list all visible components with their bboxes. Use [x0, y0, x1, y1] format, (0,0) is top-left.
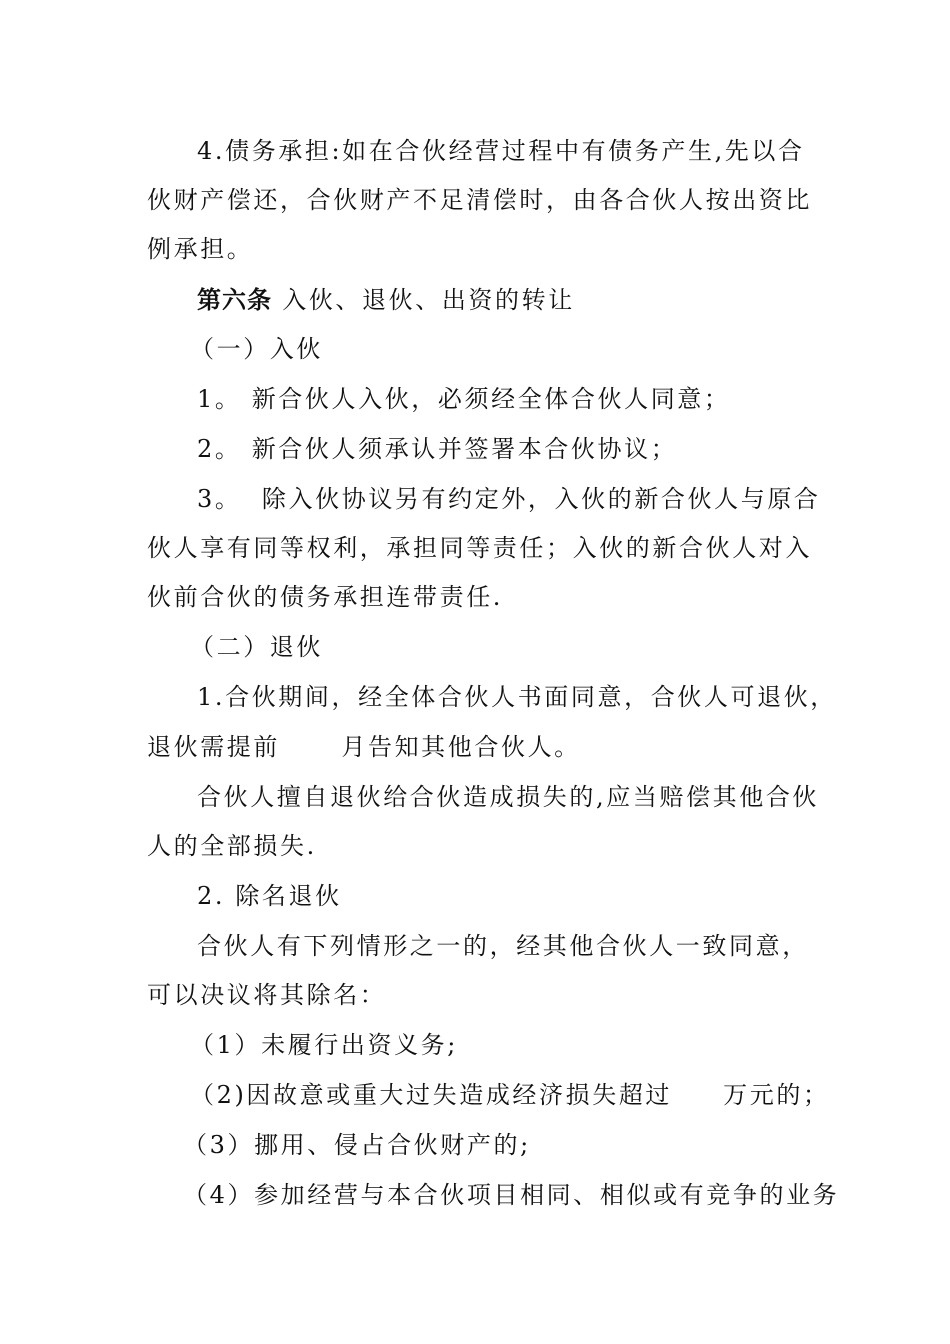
- list-item: （2)因故意或重大过失造成经济损失超过 万元的；: [190, 1081, 830, 1109]
- article-heading: [197, 285, 575, 315]
- list-item: 1.合伙期间，经全体合伙人书面同意，合伙人可退伙，: [197, 683, 837, 711]
- paragraph-line: 退伙需提前 月告知其他合伙人。: [147, 733, 581, 761]
- section-heading: （二）退伙: [190, 633, 323, 661]
- paragraph-line: 人的全部损失.: [147, 832, 317, 860]
- list-item: 3。 除入伙协议另有约定外，入伙的新合伙人与原合: [197, 485, 821, 513]
- paragraph-line: 合伙人有下列情形之一的，经其他合伙人一致同意，: [197, 932, 809, 960]
- paragraph-line: 4.债务承担:如在合伙经营过程中有债务产生,先以合: [197, 137, 805, 165]
- section-heading: （一）入伙: [190, 335, 323, 363]
- list-item: 2。 新合伙人须承认并签署本合伙协议；: [197, 435, 678, 463]
- article-number: 第六条: [197, 286, 272, 314]
- paragraph-line: 可以决议将其除名：: [147, 981, 387, 1009]
- article-title: 入伙、退伙、出资的转让: [272, 286, 575, 314]
- list-item: （1）未履行出资义务;: [190, 1031, 458, 1059]
- list-item: （4）参加经营与本合伙项目相同、相似或有竞争的业务: [183, 1181, 840, 1209]
- paragraph-line: 合伙人擅自退伙给合伙造成损失的,应当赔偿其他合伙: [197, 783, 820, 811]
- list-item: 1。 新合伙人入伙，必须经全体合伙人同意；: [197, 385, 731, 413]
- paragraph-line: 伙财产偿还，合伙财产不足清偿时，由各合伙人按出资比: [147, 186, 812, 214]
- list-item: （3）挪用、侵占合伙财产的;: [183, 1131, 531, 1159]
- paragraph-line: 例承担。: [147, 235, 254, 263]
- list-item: 2. 除名退伙: [197, 882, 342, 910]
- paragraph-line: 伙前合伙的债务承担连带责任.: [147, 583, 504, 611]
- paragraph-line: 伙人享有同等权利，承担同等责任；入伙的新合伙人对入: [147, 534, 812, 562]
